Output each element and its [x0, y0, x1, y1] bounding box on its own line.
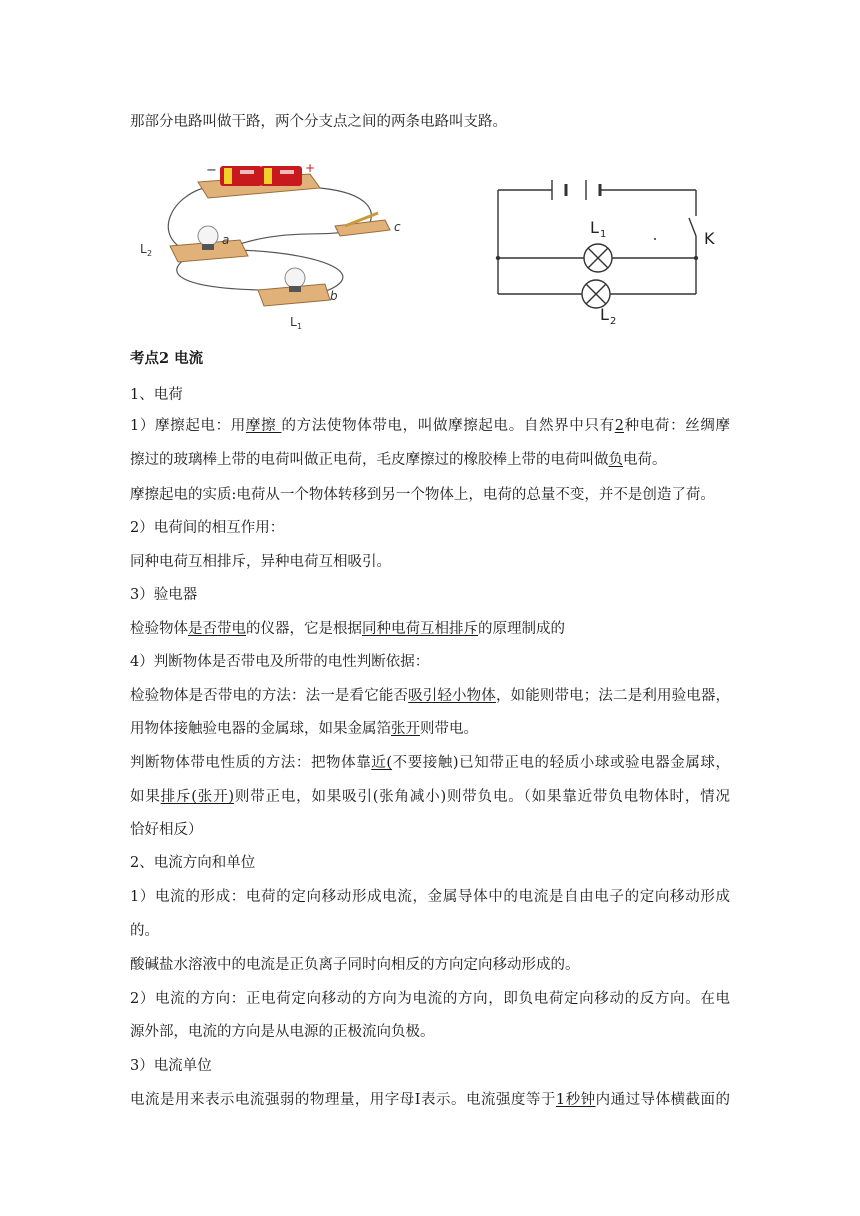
label-l1: L [290, 315, 297, 329]
label-k: K [704, 229, 715, 248]
paragraph-line: 检验物体是否带电的仪器，它是根据同种电荷互相排斥的原理制成的 [130, 621, 565, 637]
bulb [285, 268, 305, 288]
paragraph-line: 如果排斥(张开)则带正电，如果吸引(张角减小)则带负电。（如果靠近带负电物体时，情况 [130, 789, 730, 805]
paragraph-line: 恰好相反） [130, 822, 203, 838]
switch-board [335, 220, 390, 236]
intro-text: 那部分电路叫做干路，两个分支点之间的两条电路叫支路。 [130, 114, 507, 130]
label-l1-sub: 1 [600, 229, 607, 240]
minus-label: − [206, 163, 217, 178]
junction-dot [694, 256, 698, 260]
paragraph-line: 判断物体带电性质的方法：把物体靠近(不要接触)已知带正电的轻质小球或验电器金属球， [130, 755, 731, 771]
paragraph-line: 4）判断物体是否带电及所带的电性判断依据： [130, 654, 430, 670]
paragraph-line: 3）验电器 [130, 587, 198, 603]
label-l2-sub: 2 [610, 316, 617, 327]
switch-symbol [689, 218, 696, 236]
label-c: c [394, 220, 401, 234]
label-l1: L [590, 218, 599, 237]
paragraph-line: 酸碱盐水溶液中的电流是正负离子同时向相反的方向定向移动形成的。 [130, 957, 580, 973]
wire [240, 230, 350, 244]
plus-label: + [305, 161, 316, 175]
section-title: 考点2 电流 [130, 350, 204, 367]
label-b: b [330, 289, 338, 303]
paragraph-line: 用物体接触验电器的金属球，如果金属箔张开则带电。 [130, 721, 478, 737]
heading-charge: 1、电荷 [130, 387, 183, 403]
label-l2: L [600, 305, 609, 324]
paragraph-line: 源外部，电流的方向是从电源的正极流向负极。 [130, 1024, 435, 1040]
paragraph-line: 擦过的玻璃棒上带的电荷叫做正电荷，毛皮摩擦过的橡胶棒上带的电荷叫做负电荷。 [130, 452, 667, 468]
paragraph-line: 1）电流的形成：电荷的定向移动形成电流，金属导体中的电流是自由电子的定向移动形成 [130, 889, 730, 905]
label-l2: L [140, 242, 147, 256]
paragraph-line: 2）电流的方向：正电荷定向移动的方向为电流的方向，即负电荷定向移动的反方向。在电 [130, 991, 730, 1007]
junction-dot [496, 256, 500, 260]
paragraph-line: 3）电流单位 [130, 1058, 212, 1074]
label-l2-sub: 2 [147, 249, 153, 258]
heading-current: 2、电流方向和单位 [130, 855, 256, 871]
label-l1-sub: 1 [297, 322, 303, 331]
paragraph-line: 1）摩擦起电：用摩擦 的方法使物体带电，叫做摩擦起电。自然界中只有2种电荷：丝绸摩 [130, 418, 731, 434]
paragraph-line: 摩擦起电的实质:电荷从一个物体转移到另一个物体上，电荷的总量不变，并不是创造了荷。 [130, 487, 715, 503]
paragraph-line: 电流是用来表示电流强弱的物理量，用字母I表示。电流强度等于1秒钟内通过导体横截面的 [130, 1092, 730, 1108]
label-a: a [222, 233, 230, 247]
paragraph-line: 的。 [130, 923, 159, 939]
paragraph-line: 2）电荷间的相互作用： [130, 520, 285, 536]
paragraph-line: 同种电荷互相排斥，异种电荷互相吸引。 [130, 554, 391, 570]
circuit-schematic-figure [490, 168, 740, 328]
bulb [198, 226, 218, 246]
paragraph-line: 检验物体是否带电的方法：法一是看它能否吸引轻小物体，如能则带电；法二是利用验电器， [130, 688, 731, 704]
circuit-photo-figure [140, 158, 420, 338]
